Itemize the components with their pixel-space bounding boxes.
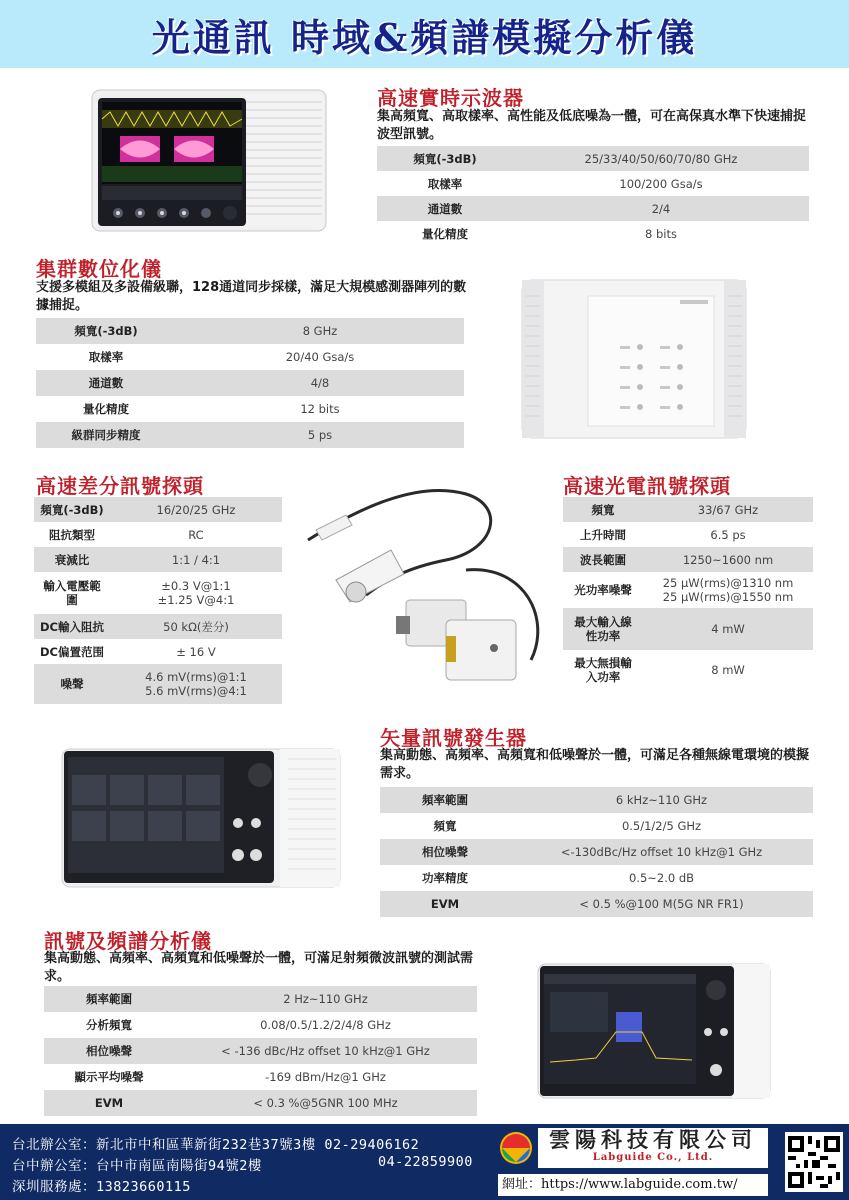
spec-row: [563, 497, 813, 522]
spec-row: [36, 370, 464, 396]
company-name-box: [538, 1128, 768, 1168]
spec-row: [34, 572, 282, 614]
spec-label: 相位噪聲: [86, 1044, 132, 1058]
header-banner: [0, 0, 849, 68]
spec-row: [380, 839, 813, 865]
spec-label: 頻寬: [433, 819, 457, 833]
vsg-image: [60, 745, 342, 891]
company-name-english: Labguide Co., Ltd.: [592, 1152, 714, 1163]
spec-label: 頻寬(-3dB): [74, 324, 138, 338]
spec-value: 50 kΩ(差分): [163, 619, 229, 634]
website-link[interactable]: 網址：https://www.labguide.com.tw/: [498, 1174, 768, 1196]
spec-label: 相位噪聲: [422, 845, 468, 859]
spec-label: 光功率噪聲: [574, 583, 632, 597]
spec-label: 取樣率: [427, 176, 463, 191]
spec-row: [36, 318, 464, 344]
qr-code-icon: [785, 1132, 843, 1192]
footer-taichung-office: 台中辦公室：台中市南區南陽街94號2樓: [12, 1158, 262, 1174]
spec-label: 最大輸入線性功率: [574, 615, 632, 643]
spec-row: [377, 221, 809, 246]
spec-label: 分析頻寬: [86, 1018, 132, 1032]
spec-row: [563, 650, 813, 690]
spec-label: 波長範圍: [580, 552, 626, 567]
spec-row: [563, 547, 813, 572]
spec-label: 通道數: [88, 376, 124, 390]
spec-row: [563, 522, 813, 547]
spec-value: 4.6 mV(rms)@1:1 5.6 mV(rms)@4:1: [145, 670, 247, 698]
spec-label: DC偏置范围: [40, 644, 104, 659]
spec-label: EVM: [430, 897, 460, 911]
spec-row: [34, 497, 282, 522]
probes-image: [296, 470, 556, 710]
spec-value: 20/40 Gsa/s: [285, 350, 355, 364]
spec-value: 16/20/25 GHz: [156, 502, 236, 517]
spectrum-spec-table: [44, 986, 477, 1116]
oe-probe-title: 高速光電訊號探頭: [563, 474, 731, 498]
spec-value: 4/8: [310, 376, 330, 390]
spec-value: < -136 dBc/Hz offset 10 kHz@1 GHz: [221, 1044, 430, 1058]
company-logo-icon: [498, 1129, 534, 1167]
vsg-title: 矢量訊號發生器: [380, 726, 527, 750]
spec-label: 量化精度: [83, 402, 129, 416]
oscilloscope-image: [90, 88, 328, 233]
spectrum-analyzer-image: [536, 962, 772, 1100]
spec-label: 頻寬: [591, 502, 615, 517]
spec-value: < 0.3 %@5GNR 100 MHz: [253, 1096, 398, 1110]
oe-probe-spec-table: [563, 497, 813, 690]
oscilloscope-spec-table: [377, 146, 809, 246]
digitizer-spec-table: [36, 318, 464, 448]
spectrum-description: 集高動態、高頻率、高頻寬和低噪聲於一體，可滿足射頻微波訊號的測試需求。: [44, 951, 474, 984]
spec-value: 6.5 ps: [710, 527, 746, 542]
spec-value: 25 μW(rms)@1310 nm 25 μW(rms)@1550 nm: [662, 576, 794, 604]
spec-label: 頻率範圍: [422, 793, 468, 807]
spec-value: 8 bits: [645, 226, 677, 241]
spec-row: [34, 522, 282, 547]
spec-value: 12 bits: [300, 402, 340, 416]
spec-row: [34, 547, 282, 572]
spec-label: 級群同步精度: [71, 428, 141, 442]
spec-label: 上升時間: [580, 527, 626, 542]
spec-row: [44, 986, 477, 1012]
spec-value: 1250~1600 nm: [682, 552, 774, 567]
spec-value: 4 mW: [711, 622, 745, 636]
spec-row: [380, 787, 813, 813]
spec-row: [563, 608, 813, 650]
spec-value: 25/33/40/50/60/70/80 GHz: [584, 151, 738, 166]
spec-label: EVM: [94, 1096, 124, 1110]
spec-label: 噪聲: [60, 677, 84, 691]
spec-value: RC: [188, 527, 204, 542]
footer-taichung-phone: 04-22859900: [378, 1154, 473, 1170]
spec-value: 0.08/0.5/1.2/2/4/8 GHz: [260, 1018, 391, 1032]
spec-label: 頻寬(-3dB): [40, 502, 104, 517]
spec-label: DC輸入阻抗: [40, 619, 104, 634]
spec-value: 0.5/1/2/5 GHz: [621, 819, 702, 833]
spec-row: [380, 865, 813, 891]
spec-label: 頻寬(-3dB): [413, 151, 477, 166]
digitizer-title: 集群數位化儀: [36, 257, 162, 281]
spec-label: 輸入電壓範圍: [43, 579, 101, 607]
spec-label: 顯示平均噪聲: [74, 1070, 144, 1084]
spec-row: [34, 639, 282, 664]
spec-value: 5 ps: [307, 428, 333, 442]
diff-probe-title: 高速差分訊號探頭: [36, 474, 204, 498]
spec-value: <-130dBc/Hz offset 10 kHz@1 GHz: [560, 845, 763, 859]
spec-row: [44, 1064, 477, 1090]
spec-row: [36, 344, 464, 370]
spec-value: -169 dBm/Hz@1 GHz: [265, 1070, 386, 1084]
spec-row: [44, 1090, 477, 1116]
spec-value: ± 16 V: [176, 644, 216, 659]
oscilloscope-title: 高速實時示波器: [377, 86, 524, 110]
footer-shenzhen-office: 深圳服務處：13823660115: [12, 1179, 191, 1195]
spec-row: [34, 614, 282, 639]
spec-value: 8 GHz: [302, 324, 338, 338]
oscilloscope-description: 集高頻寬、高取樣率、高性能及低底噪為一體，可在高保真水準下快速捕捉波型訊號。: [377, 109, 807, 142]
digitizer-description: 支援多模組及多設備級聯，128通道同步採樣，滿足大規模感測器陣列的數據捕捉。: [36, 280, 467, 313]
vsg-description: 集高動態、高頻率、高頻寬和低噪聲於一體，可滿足各種無線電環境的模擬需求。: [380, 748, 810, 781]
spec-row: [377, 171, 809, 196]
spec-row: [380, 813, 813, 839]
spec-row: [563, 572, 813, 608]
page-title: 光通訊 時域&頻譜模擬分析儀: [151, 14, 698, 60]
spec-value: 33/67 GHz: [697, 502, 759, 517]
spec-label: 功率精度: [422, 871, 468, 885]
footer: [0, 1124, 849, 1200]
footer-taipei-office: 台北辦公室：新北市中和區華新街232巷37號3樓 02-29406162: [12, 1137, 420, 1153]
spec-label: 取樣率: [88, 350, 124, 364]
spec-row: [44, 1012, 477, 1038]
spec-label: 最大無損輸入功率: [574, 656, 632, 684]
company-name: 雲陽科技有限公司: [549, 1127, 757, 1152]
spec-value: 2 Hz~110 GHz: [283, 992, 368, 1006]
spec-row: [44, 1038, 477, 1064]
spec-value: < 0.5 %@100 M(5G NR FR1): [579, 897, 744, 911]
spec-row: [377, 196, 809, 221]
spec-label: 通道數: [427, 201, 463, 216]
vsg-spec-table: [380, 787, 813, 917]
spectrum-title: 訊號及頻譜分析儀: [44, 929, 212, 953]
spec-row: [380, 891, 813, 917]
spec-row: [36, 396, 464, 422]
spec-value: 6 kHz~110 GHz: [615, 793, 708, 807]
spec-row: [377, 146, 809, 171]
spec-row: [34, 664, 282, 704]
spec-label: 量化精度: [422, 226, 468, 241]
diff-probe-spec-table: [34, 497, 282, 704]
spec-value: 0.5~2.0 dB: [628, 871, 695, 885]
spec-value: 8 mW: [711, 663, 745, 677]
digitizer-image: [520, 276, 748, 442]
spec-value: ±0.3 V@1:1 ±1.25 V@4:1: [157, 579, 235, 607]
spec-label: 衰減比: [54, 552, 90, 567]
spec-value: 1:1 / 4:1: [171, 552, 221, 567]
spec-value: 100/200 Gsa/s: [619, 176, 703, 191]
spec-value: 2/4: [651, 201, 671, 216]
spec-label: 頻率範圍: [86, 992, 132, 1006]
spec-label: 阻抗類型: [49, 527, 95, 542]
spec-row: [36, 422, 464, 448]
